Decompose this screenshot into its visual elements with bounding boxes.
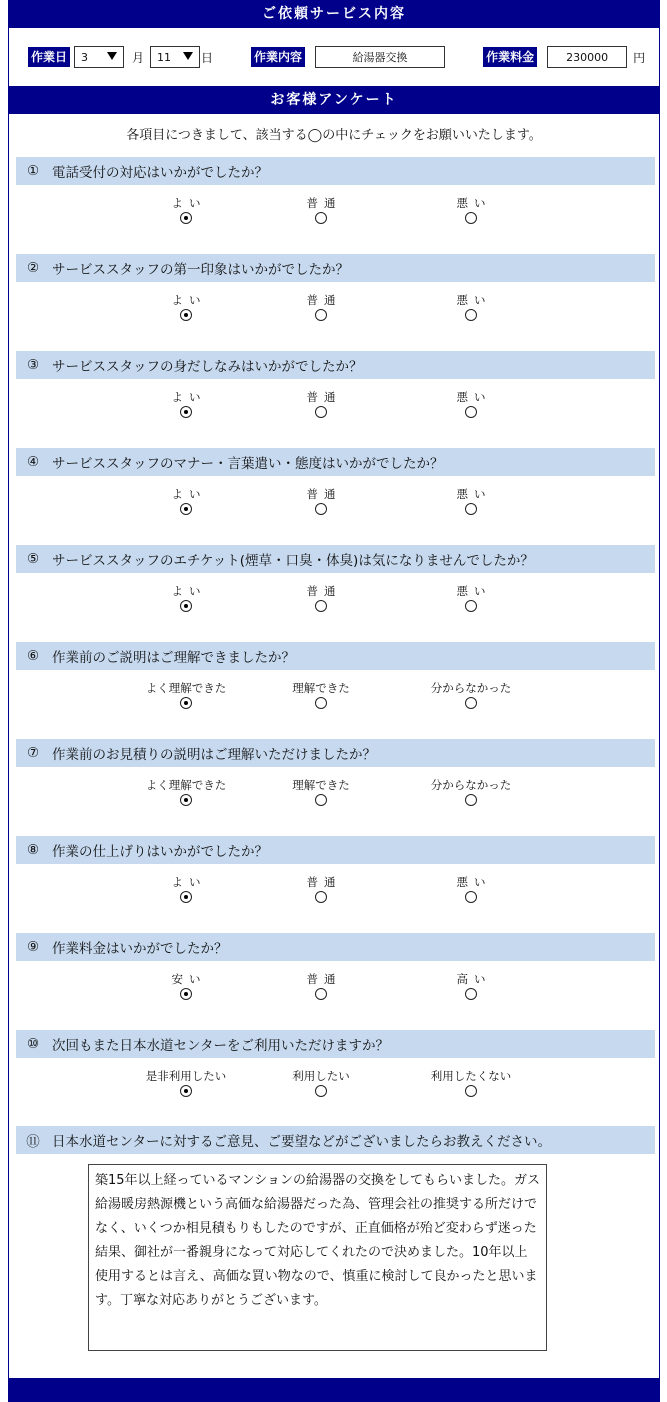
question-number: ⑥	[26, 648, 40, 664]
radio-unchecked-icon[interactable]	[315, 794, 327, 806]
option-label: 理解できた	[292, 681, 350, 695]
option-label: 分からなかった	[430, 681, 512, 695]
question-4-option-2[interactable]	[261, 487, 381, 515]
question-8-header	[16, 836, 655, 864]
question-10-option-1[interactable]	[126, 1069, 246, 1097]
day-select[interactable]	[150, 46, 200, 68]
question-2-option-1[interactable]	[126, 293, 246, 321]
question-6-option-3[interactable]	[411, 681, 531, 709]
radio-unchecked-icon[interactable]	[315, 891, 327, 903]
question-10-option-2[interactable]	[261, 1069, 381, 1097]
option-label: 悪い	[456, 487, 492, 501]
question-10-option-3[interactable]	[411, 1069, 531, 1097]
question-text: サービススタッフの身だしなみはいかがでしたか？	[52, 359, 363, 375]
question-3-header	[16, 351, 655, 379]
option-label: 悪い	[456, 875, 492, 889]
option-label: 悪い	[456, 584, 492, 598]
footer-bar	[8, 1378, 660, 1402]
radio-unchecked-icon[interactable]	[315, 1085, 327, 1097]
question-6-option-1[interactable]	[126, 681, 246, 709]
question-4-option-1[interactable]	[126, 487, 246, 515]
question-9-header	[16, 933, 655, 961]
question-1-option-1[interactable]	[126, 196, 246, 224]
question-number: ⑨	[26, 939, 40, 955]
question-number: ⑧	[26, 842, 40, 858]
question-7-option-2[interactable]	[261, 778, 381, 806]
question-5-option-2[interactable]	[261, 584, 381, 612]
radio-unchecked-icon[interactable]	[315, 697, 327, 709]
question-8-option-1[interactable]	[126, 875, 246, 903]
question-7-header	[16, 739, 655, 767]
service-header: ご依頼サービス内容	[8, 0, 660, 28]
option-label: 普通	[306, 390, 342, 404]
radio-unchecked-icon[interactable]	[465, 503, 477, 515]
question-text: サービススタッフの第一印象はいかがでしたか？	[52, 262, 349, 278]
work-content-field[interactable]	[315, 46, 445, 68]
radio-unchecked-icon[interactable]	[315, 503, 327, 515]
question-number: ③	[26, 357, 40, 373]
question-5-header	[16, 545, 655, 573]
radio-unchecked-icon[interactable]	[465, 212, 477, 224]
radio-unchecked-icon[interactable]	[465, 794, 477, 806]
question-1-header	[16, 157, 655, 185]
option-label: よい	[171, 487, 207, 501]
radio-unchecked-icon[interactable]	[465, 697, 477, 709]
radio-checked-icon[interactable]	[180, 891, 192, 903]
work-fee-field[interactable]	[547, 46, 627, 68]
fee-unit: 円	[633, 50, 646, 65]
survey-header: お客様アンケート	[8, 86, 660, 114]
option-label: よい	[171, 293, 207, 307]
radio-unchecked-icon[interactable]	[315, 212, 327, 224]
radio-checked-icon[interactable]	[180, 503, 192, 515]
option-label: 普通	[306, 196, 342, 210]
radio-checked-icon[interactable]	[180, 600, 192, 612]
question-text: 作業前のお見積りの説明はご理解いただけましたか？	[52, 747, 376, 763]
option-label: よい	[171, 875, 207, 889]
radio-unchecked-icon[interactable]	[465, 309, 477, 321]
survey-instruction: 各項目につきまして、該当する◯の中にチェックをお願いいたします。	[126, 128, 542, 143]
question-number: ⑤	[26, 551, 40, 567]
question-9-option-2[interactable]	[261, 972, 381, 1000]
question-6-header	[16, 642, 655, 670]
work-date-tag: 作業日	[28, 47, 70, 67]
question-7-option-1[interactable]	[126, 778, 246, 806]
question-8-option-3[interactable]	[411, 875, 531, 903]
dropdown-arrow-icon	[107, 52, 117, 60]
question-number: ①	[26, 163, 40, 179]
radio-checked-icon[interactable]	[180, 212, 192, 224]
work-fee-value: 230000	[566, 50, 609, 64]
month-select[interactable]	[74, 46, 124, 68]
radio-unchecked-icon[interactable]	[465, 988, 477, 1000]
question-10-header	[16, 1030, 655, 1058]
question-text: 電話受付の対応はいかがでしたか？	[52, 165, 268, 181]
option-label: 普通	[306, 487, 342, 501]
radio-unchecked-icon[interactable]	[465, 1085, 477, 1097]
question-1-option-2[interactable]	[261, 196, 381, 224]
work-fee-tag: 作業料金	[483, 47, 537, 67]
question-text: 作業の仕上げりはいかがでしたか？	[52, 844, 268, 860]
question-2-header	[16, 254, 655, 282]
question-text: サービススタッフのマナー・言葉遣い・態度はいかがでしたか？	[52, 456, 444, 472]
question-11-header	[16, 1126, 655, 1154]
radio-unchecked-icon[interactable]	[315, 406, 327, 418]
radio-checked-icon[interactable]	[180, 988, 192, 1000]
radio-unchecked-icon[interactable]	[465, 891, 477, 903]
option-label: 理解できた	[292, 778, 350, 792]
month-unit: 月	[132, 50, 145, 65]
option-label: 是非利用したい	[145, 1069, 227, 1083]
radio-unchecked-icon[interactable]	[315, 600, 327, 612]
question-number: ⑩	[26, 1036, 40, 1052]
question-number: ④	[26, 454, 40, 470]
radio-unchecked-icon[interactable]	[315, 988, 327, 1000]
question-7-option-3[interactable]	[411, 778, 531, 806]
question-2-option-3[interactable]	[411, 293, 531, 321]
radio-checked-icon[interactable]	[180, 794, 192, 806]
question-1-option-3[interactable]	[411, 196, 531, 224]
question-4-header	[16, 448, 655, 476]
option-label: 利用したくない	[430, 1069, 512, 1083]
question-5-option-1[interactable]	[126, 584, 246, 612]
question-9-option-1[interactable]	[126, 972, 246, 1000]
option-label: よい	[171, 390, 207, 404]
question-4-option-3[interactable]	[411, 487, 531, 515]
question-9-option-3[interactable]	[411, 972, 531, 1000]
comment-textarea[interactable]: 築15年以上経っているマンションの給湯器の交換をしてもらいました。ガス給湯暖房熱源機という高価な給湯器だった為、管理会社の推奨する所だけでなく、いくつか相見積もりもしたのですが、正直価格が殆ど変わらず迷った結果、御社が一番親身になって対応してくれたので決めました。10年以上使用するとは言え、高価な買い物なので、慎重に検討して良かったと思います。丁寧な対応ありがとうございます。	[88, 1164, 547, 1351]
question-text: 作業料金はいかがでしたか？	[52, 941, 228, 957]
option-label: 高い	[456, 972, 492, 986]
option-label: 悪い	[456, 390, 492, 404]
month-value: 3	[81, 50, 89, 64]
radio-checked-icon[interactable]	[180, 1085, 192, 1097]
day-unit: 日	[201, 50, 214, 65]
question-3-option-3[interactable]	[411, 390, 531, 418]
radio-unchecked-icon[interactable]	[465, 600, 477, 612]
option-label: よく理解できた	[145, 778, 227, 792]
radio-unchecked-icon[interactable]	[465, 406, 477, 418]
question-8-option-2[interactable]	[261, 875, 381, 903]
option-label: 安い	[171, 972, 207, 986]
option-label: よい	[171, 196, 207, 210]
option-label: 分からなかった	[430, 778, 512, 792]
radio-checked-icon[interactable]	[180, 309, 192, 321]
question-number: ⑪	[26, 1134, 40, 1150]
option-label: 普通	[306, 293, 342, 307]
option-label: 悪い	[456, 196, 492, 210]
question-number: ⑦	[26, 745, 40, 761]
day-value: 11	[157, 50, 172, 64]
question-5-option-3[interactable]	[411, 584, 531, 612]
radio-checked-icon[interactable]	[180, 697, 192, 709]
question-text: 次回もまた日本水道センターをご利用いただけますか？	[52, 1038, 389, 1054]
option-label: 普通	[306, 972, 342, 986]
question-text: 日本水道センターに対するご意見、ご要望などがございましたらお教えください。	[52, 1134, 551, 1150]
option-label: 普通	[306, 875, 342, 889]
option-label: 悪い	[456, 293, 492, 307]
radio-unchecked-icon[interactable]	[315, 309, 327, 321]
service-info-row	[28, 44, 645, 70]
question-text: サービススタッフのエチケット(煙草・口臭・体臭)は気になりませんでしたか？	[52, 553, 534, 569]
work-content-value: 給湯器交換	[352, 51, 408, 64]
question-text: 作業前のご説明はご理解できましたか？	[52, 650, 295, 666]
option-label: よく理解できた	[145, 681, 227, 695]
question-3-option-2[interactable]	[261, 390, 381, 418]
question-3-option-1[interactable]	[126, 390, 246, 418]
dropdown-arrow-icon	[183, 52, 193, 60]
question-6-option-2[interactable]	[261, 681, 381, 709]
option-label: 利用したい	[292, 1069, 350, 1083]
option-label: 普通	[306, 584, 342, 598]
work-content-tag: 作業内容	[251, 47, 305, 67]
radio-checked-icon[interactable]	[180, 406, 192, 418]
option-label: よい	[171, 584, 207, 598]
question-number: ②	[26, 260, 40, 276]
question-2-option-2[interactable]	[261, 293, 381, 321]
